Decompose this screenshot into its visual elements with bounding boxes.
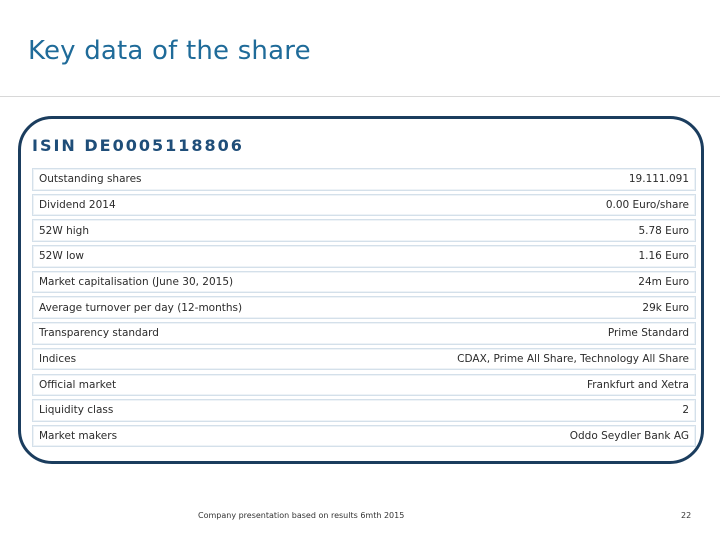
table-row: [32, 245, 696, 268]
row-value: 19.111.091: [628, 173, 689, 186]
row-label: 52W low: [39, 250, 85, 263]
isin-heading: ISIN DE0005118806: [32, 136, 244, 155]
table-row: [32, 271, 696, 294]
footer-note: Company presentation based on results 6mth 2015: [198, 511, 405, 520]
table-row: [32, 348, 696, 371]
row-label: Market makers: [39, 430, 118, 443]
row-label: Transparency standard: [39, 327, 159, 340]
row-label: Indices: [39, 353, 77, 366]
table-row: [32, 194, 696, 217]
row-value: 0.00 Euro/share: [605, 198, 689, 211]
table-row: [32, 374, 696, 397]
row-value: 29k Euro: [642, 301, 689, 314]
row-label: Outstanding shares: [39, 173, 142, 186]
row-label: Average turnover per day (12-months): [39, 301, 243, 314]
row-label: Liquidity class: [39, 404, 114, 417]
key-data-table: [32, 168, 696, 451]
row-value: 24m Euro: [638, 276, 689, 288]
table-row: [32, 168, 696, 191]
row-value: 2: [682, 404, 689, 417]
row-value: Prime Standard: [607, 327, 689, 340]
slide-title: Key data of the share: [28, 36, 311, 66]
row-label: Market capitalisation (June 30, 2015): [39, 276, 234, 288]
table-row: [32, 296, 696, 319]
row-value: Oddo Seydler Bank AG: [569, 430, 689, 443]
row-label: Official market: [39, 378, 117, 391]
row-label: Dividend 2014: [39, 198, 116, 211]
row-value: 1.16 Euro: [638, 250, 689, 263]
table-row: [32, 399, 696, 422]
table-row: [32, 219, 696, 242]
page-number: 22: [681, 511, 692, 520]
row-value: CDAX, Prime All Share, Technology All Share: [457, 353, 689, 366]
table-row: [32, 322, 696, 345]
title-divider: [0, 96, 720, 97]
table-row: [32, 425, 696, 448]
row-value: Frankfurt and Xetra: [586, 378, 689, 391]
row-value: 5.78 Euro: [638, 224, 689, 237]
row-label: 52W high: [39, 224, 89, 237]
